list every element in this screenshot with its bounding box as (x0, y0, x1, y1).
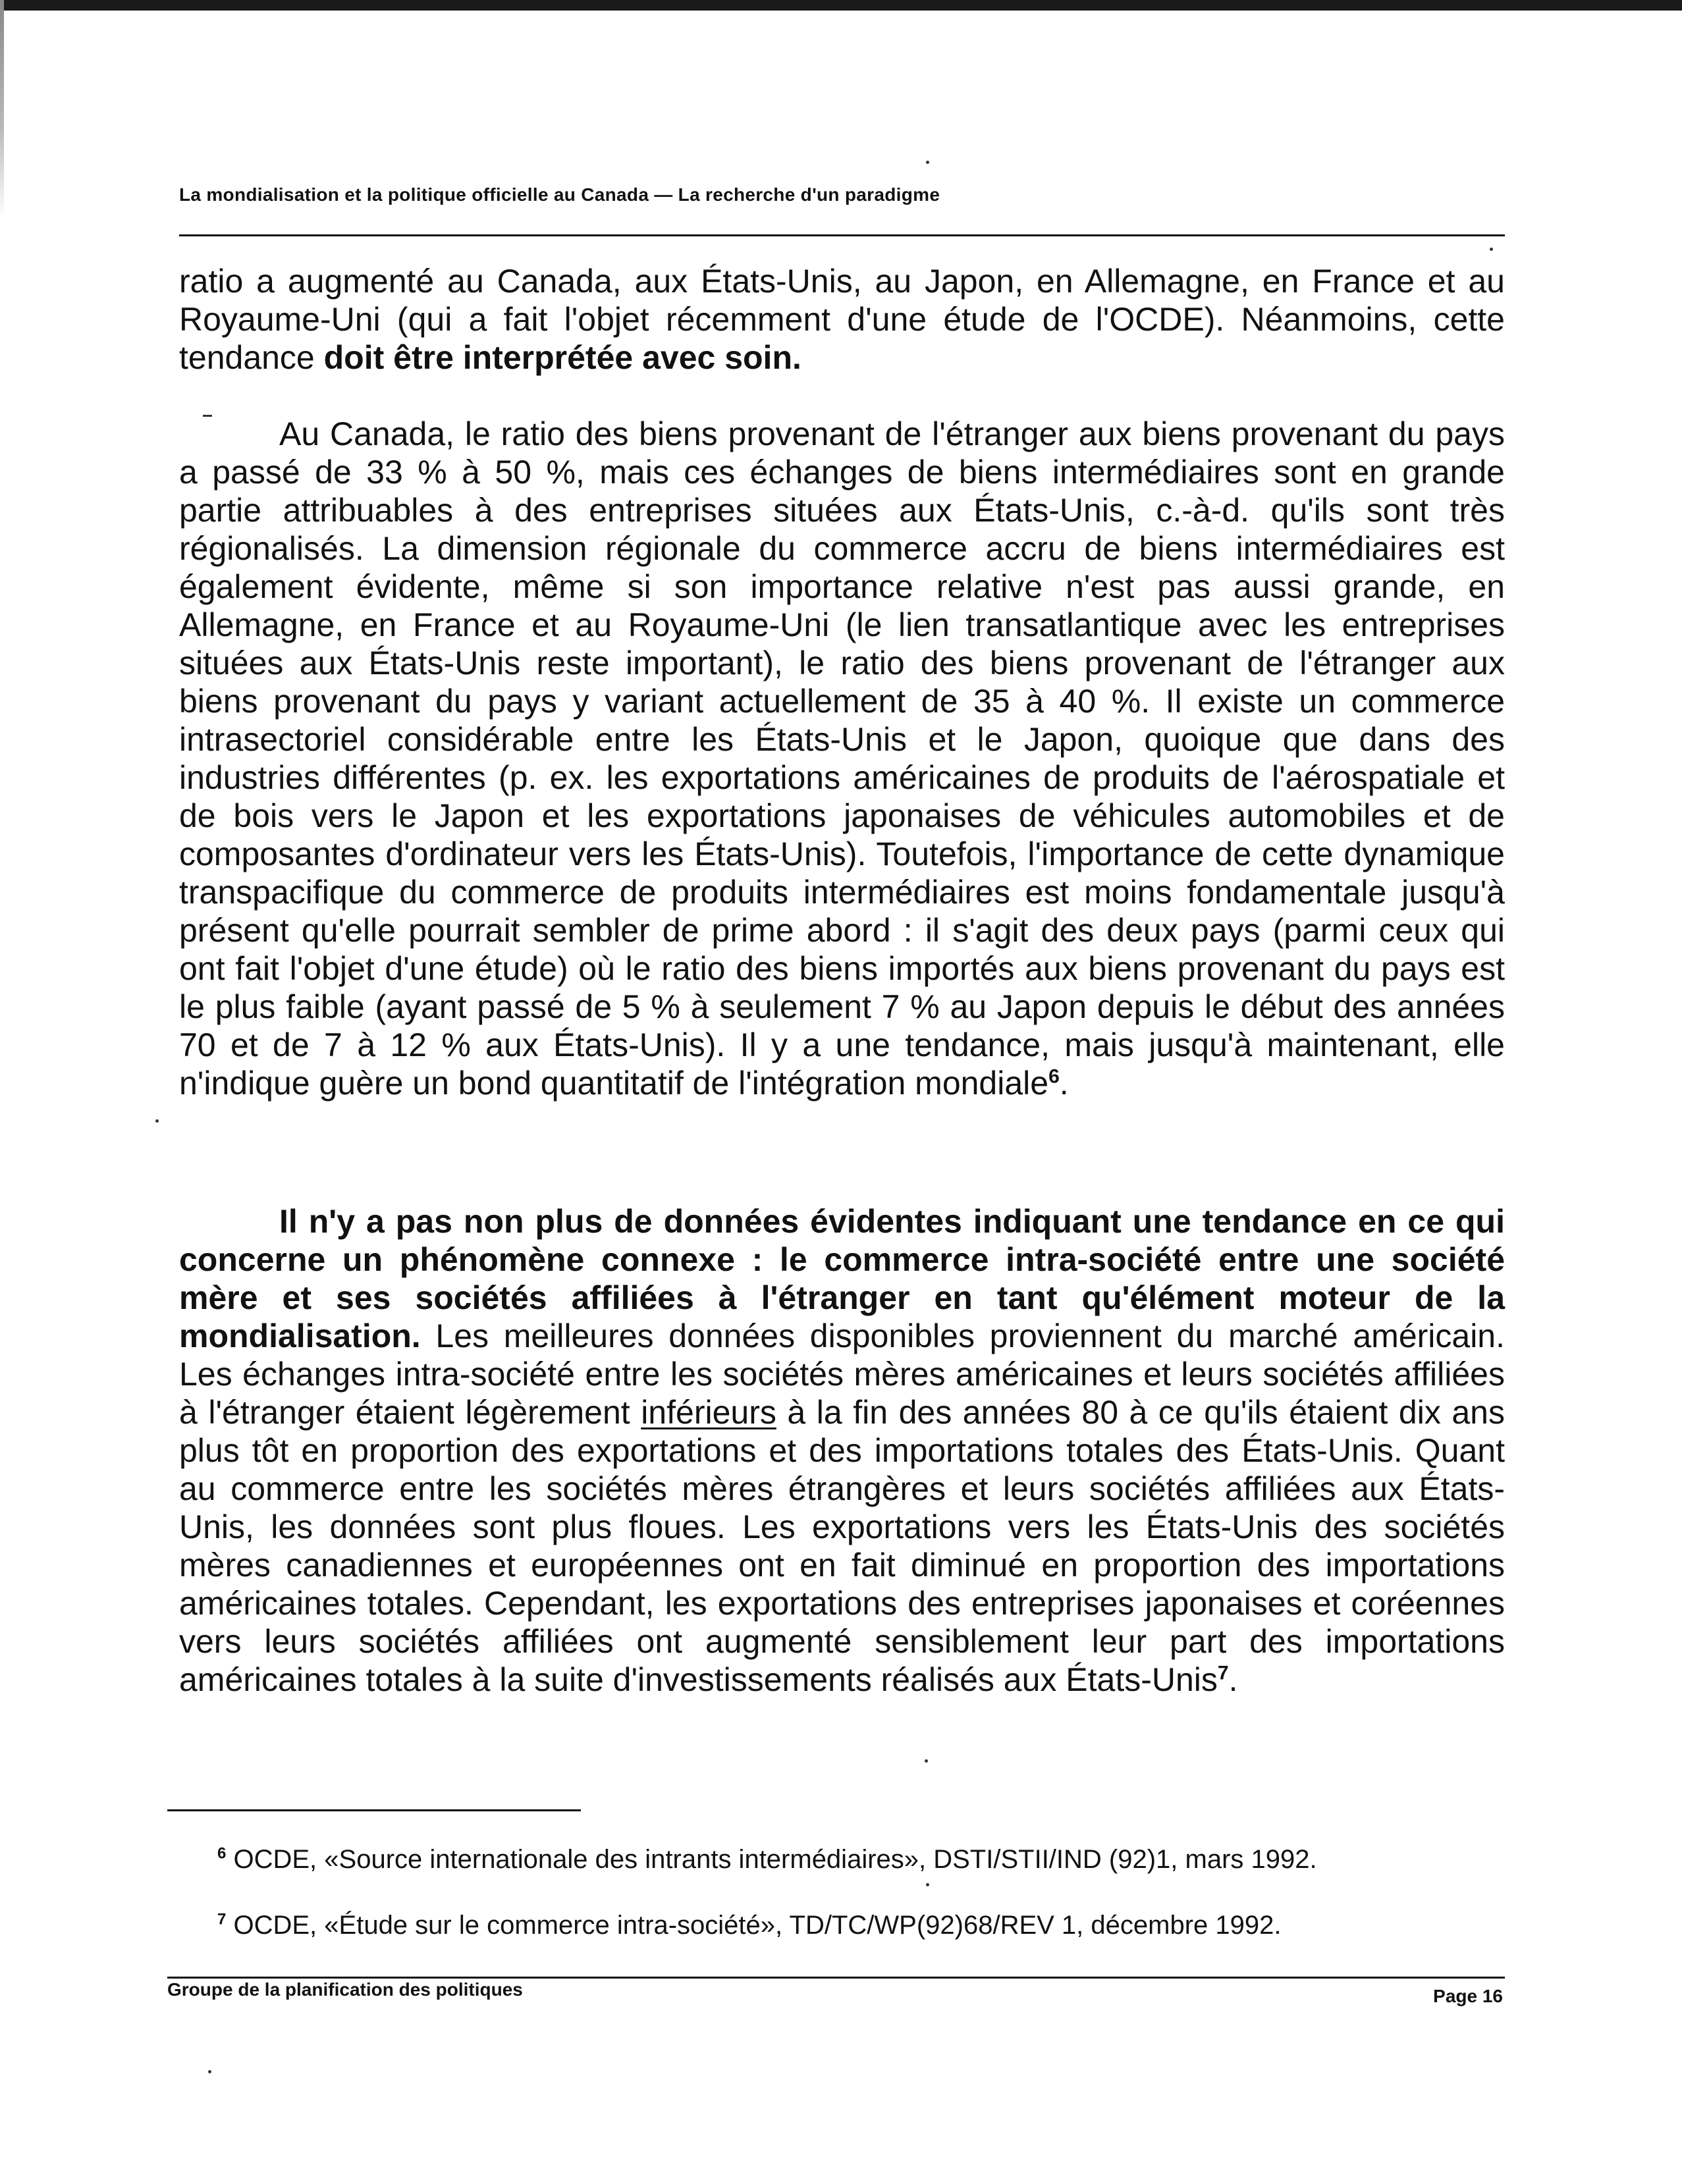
paragraph-1 (179, 262, 1505, 377)
scan-border-top (0, 0, 1682, 11)
paragraph-2 (179, 415, 1505, 1102)
footnote-mark: 6 (217, 1844, 227, 1863)
footer-rule (167, 1977, 1505, 1979)
scan-border-left (0, 0, 4, 217)
scan-speck (208, 2070, 211, 2073)
footnote-ref-7[interactable]: 7 (1217, 1662, 1229, 1684)
scan-speck (926, 1883, 929, 1886)
paragraph-2-end: . (1059, 1065, 1069, 1102)
scan-speck (203, 415, 212, 417)
running-header: La mondialisation et la politique officielle au Canada — La recherche d'un paradigme (179, 184, 940, 205)
paragraph-3-end: . (1228, 1661, 1238, 1698)
paragraph-1-bold: doit être interprétée avec soin. (323, 339, 801, 376)
paragraph-3-text-b: à la fin des années 80 à ce qu'ils étaient dix ans plus tôt en proportion des exportations et des importations totales des États-Unis. Quant au commerce entre les sociétés mères étrangères et leurs sociétés affiliées aux États-Unis, les données sont plus floues. Les exportations vers les États-Unis des sociétés mères canadiennes et européennes ont en fait diminué en proportion des importations américaines totales. Cependant, les exportations des entreprises japonaises et coréennes vers leurs sociétés affiliées ont augmenté sensiblement leur part des importations américaines totales à la suite d'investissements réalisés aux États-Unis (179, 1394, 1505, 1698)
paragraph-2-text: Au Canada, le ratio des biens provenant de l'étranger aux biens provenant du pays a passé de 33 % à 50 %, mais ces échanges de biens intermédiaires sont en grande partie attribuables à des entreprises situées aux États-Unis, c.-à-d. qu'ils sont très régionalisés. La dimension régionale du commerce accru de biens intermédiaires est également évidente, même si son importance relative n'est pas aussi grande, en Allemagne, en France et au Royaume-Uni (le lien transatlantique avec les entreprises situées aux États-Unis reste important), le ratio des biens provenant de l'étranger aux biens provenant du pays y variant actuellement de 35 à 40 %. Il existe un commerce intrasectoriel considérable entre les États-Unis et le Japon, quoique que dans des industries différentes (p. ex. les exportations américaines de produits de l'aérospatiale et de bois vers le Japon et les exportations japonaises de véhicules automobiles et de composantes d'ordinateur vers les États-Unis). Toutefois, l'importance de cette dynamique transpacifique du commerce de produits intermédiaires est moins fondamentale jusqu'à présent qu'elle pourrait sembler de prime abord : il s'agit des deux pays (parmi ceux qui ont fait l'objet d'une étude) où le ratio des biens importés aux biens provenant du pays est le plus faible (ayant passé de 5 % à seulement 7 % au Japon depuis le début des années 70 et de 7 à 12 % aux États-Unis). Il y a une tendance, mais jusqu'à maintenant, elle n'indique guère un bond quantitatif de l'intégration mondiale (179, 415, 1505, 1102)
scan-speck (1490, 248, 1493, 251)
footnote-mark: 7 (217, 1910, 227, 1929)
scan-speck (155, 1119, 159, 1123)
header-rule (179, 234, 1505, 236)
scan-speck (926, 161, 929, 164)
footnote-text: OCDE, «Source internationale des intrants intermédiaires», DSTI/STII/IND (92)1, mars 1992. (233, 1845, 1317, 1874)
footer-organization: Groupe de la planification des politiques (167, 1979, 523, 2000)
paragraph-1-text: ratio a augmenté au Canada, aux États-Unis, au Japon, en Allemagne, en France et au Royaume-Uni (qui a fait l'objet récemment d'une étude de l'OCDE). Néanmoins, cette tendance (179, 263, 1505, 376)
paragraph-3-bold: Il n'y a pas non plus de données évidentes indiquant une tendance en ce qui concerne un phénomène connexe : le commerce intra-société entre une société mère et ses sociétés affiliées à l'étranger en tant qu'élément moteur de la mondialisation. (179, 1203, 1505, 1354)
footnote-7 (217, 1909, 1508, 1941)
underlined-word: inférieurs (641, 1394, 776, 1431)
footnote-6 (217, 1844, 1508, 1875)
footnote-ref-6[interactable]: 6 (1048, 1065, 1060, 1088)
paragraph-3 (179, 1202, 1505, 1699)
scan-speck (925, 1759, 928, 1763)
paragraph-3-text-a: Les meilleures données disponibles proviennent du marché américain. Les échanges intra-société entre les sociétés mères américaines et leurs sociétés affiliées à l'étranger étaient légèrement (179, 1318, 1505, 1431)
page-number: Page 16 (1433, 1986, 1503, 2006)
footnote-text: OCDE, «Étude sur le commerce intra-société», TD/TC/WP(92)68/REV 1, décembre 1992. (233, 1911, 1282, 1940)
footnote-separator (167, 1809, 581, 1811)
